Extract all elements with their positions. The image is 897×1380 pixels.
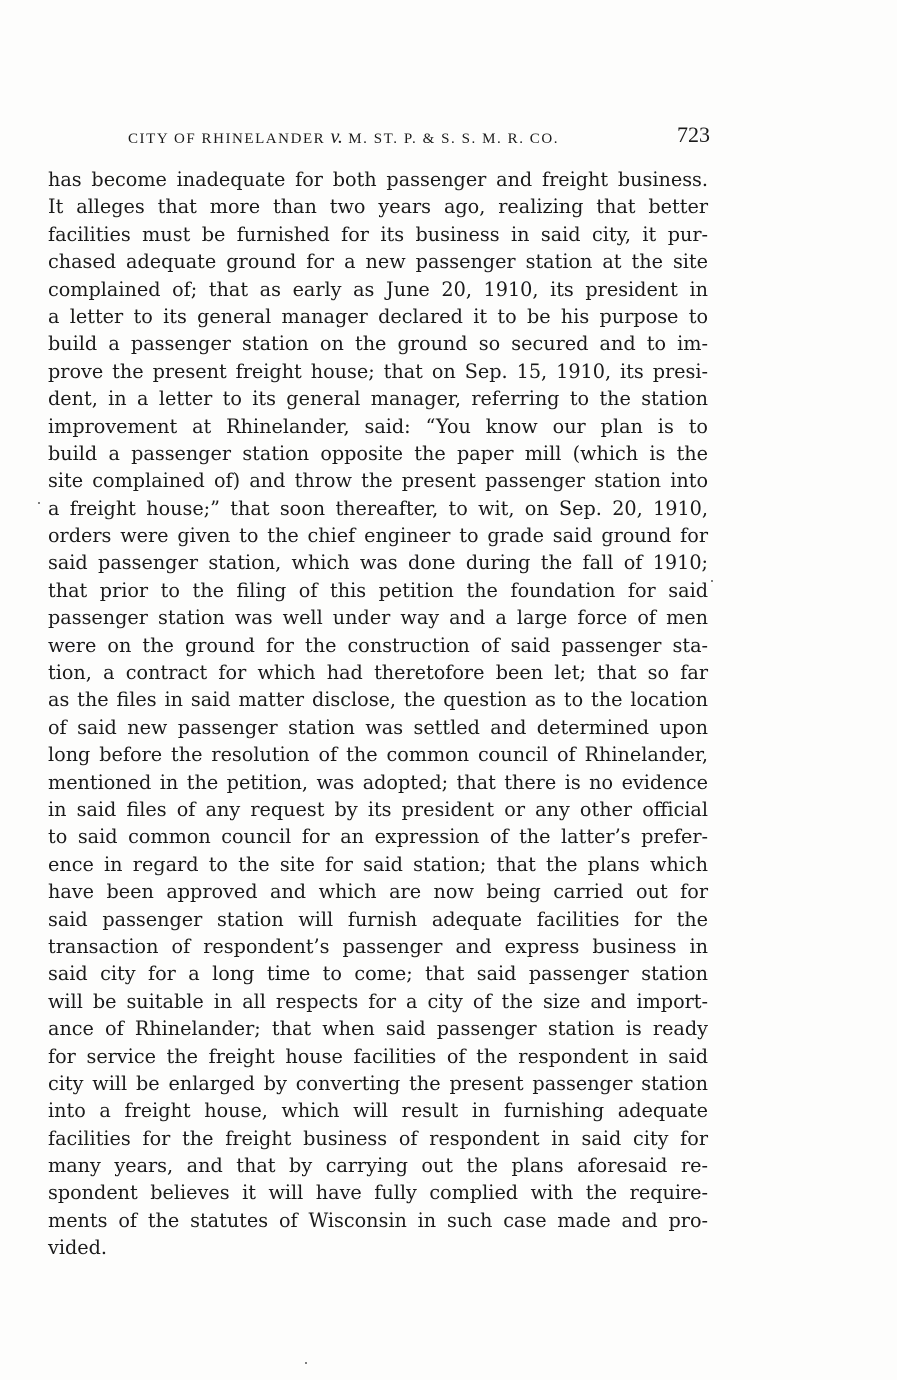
running-title (128, 126, 559, 149)
text-line: dent, in a letter to its general manager, referring to the station (48, 387, 708, 411)
text-line: facilities must be furnished for its business in said city, it pur- (48, 222, 708, 246)
scan-speck (305, 1362, 307, 1364)
text-line: long before the resolution of the common council of Rhinelander, (48, 743, 708, 767)
text-line: improvement at Rhinelander, said: “You know our plan is to (48, 414, 708, 438)
text-line: that prior to the filing of this petition the foundation for said (48, 578, 708, 602)
text-line: mentioned in the petition, was adopted; that there is no evidence (48, 770, 708, 794)
text-line: orders were given to the chief engineer to grade said ground for (48, 524, 708, 548)
text-line: said passenger station will furnish adequate facilities for the (48, 907, 708, 931)
scan-speck (711, 580, 713, 582)
text-line: a freight house;” that soon thereafter, to wit, on Sep. 20, 1910, (48, 496, 708, 520)
text-line: ence in regard to the site for said station; that the plans which (48, 852, 708, 876)
text-line: prove the present freight house; that on Sep. 15, 1910, its presi- (48, 359, 708, 383)
text-line: a letter to its general manager declared it to be his purpose to (48, 304, 708, 328)
text-line: for service the freight house facilities of the respondent in said (48, 1044, 708, 1068)
running-head (128, 122, 710, 152)
text-line: said passenger station, which was done during the fall of 1910; (48, 551, 708, 575)
text-line-final: vided. (48, 1236, 107, 1260)
text-line: build a passenger station opposite the paper mill (which is the (48, 441, 708, 465)
running-title-versus: v. (330, 126, 343, 148)
text-line: spondent believes it will have fully complied with the require- (48, 1181, 708, 1205)
text-line: site complained of) and throw the present passenger station into (48, 469, 708, 493)
text-line: facilities for the freight business of respondent in said city for (48, 1126, 708, 1150)
running-title-second-party: M. ST. P. & S. S. M. R. CO. (342, 131, 560, 147)
text-line: tion, a contract for which had theretofore been let; that so far (48, 661, 708, 685)
text-line: said city for a long time to come; that said passenger station (48, 962, 708, 986)
text-line: will be suitable in all respects for a city of the size and import- (48, 989, 708, 1013)
text-line: have been approved and which are now being carried out for (48, 880, 708, 904)
text-line: city will be enlarged by converting the present passenger station (48, 1071, 708, 1095)
text-line: build a passenger station on the ground so secured and to im- (48, 332, 708, 356)
text-line: transaction of respondent’s passenger and express business in (48, 934, 708, 958)
text-line: to said common council for an expression of the latter’s prefer- (48, 825, 708, 849)
text-line: as the files in said matter disclose, the question as to the location (48, 688, 708, 712)
text-line: into a freight house, which will result in furnishing adequate (48, 1099, 708, 1123)
text-line: has become inadequate for both passenger and freight business. (48, 168, 708, 191)
text-line: in said files of any request by its president or any other official (48, 797, 708, 821)
text-line: were on the ground for the construction of said passenger sta- (48, 633, 708, 657)
page-number: 723 (677, 122, 710, 147)
text-line: passenger station was well under way and a large force of men (48, 606, 708, 630)
text-line: of said new passenger station was settled and determined upon (48, 715, 708, 739)
text-line: complained of; that as early as June 20, 1910, its president in (48, 277, 708, 301)
text-line: ments of the statutes of Wisconsin in such case made and pro- (48, 1208, 708, 1232)
text-line: chased adequate ground for a new passenger station at the site (48, 250, 708, 274)
body-paragraph (48, 166, 708, 1262)
text-line: many years, and that by carrying out the plans aforesaid re- (48, 1154, 708, 1178)
scan-speck (38, 502, 40, 504)
text-line: ance of Rhinelander; that when said passenger station is ready (48, 1017, 708, 1041)
text-line: It alleges that more than two years ago, realizing that better (48, 195, 708, 219)
running-title-first-party: CITY OF RHINELANDER (128, 131, 331, 147)
